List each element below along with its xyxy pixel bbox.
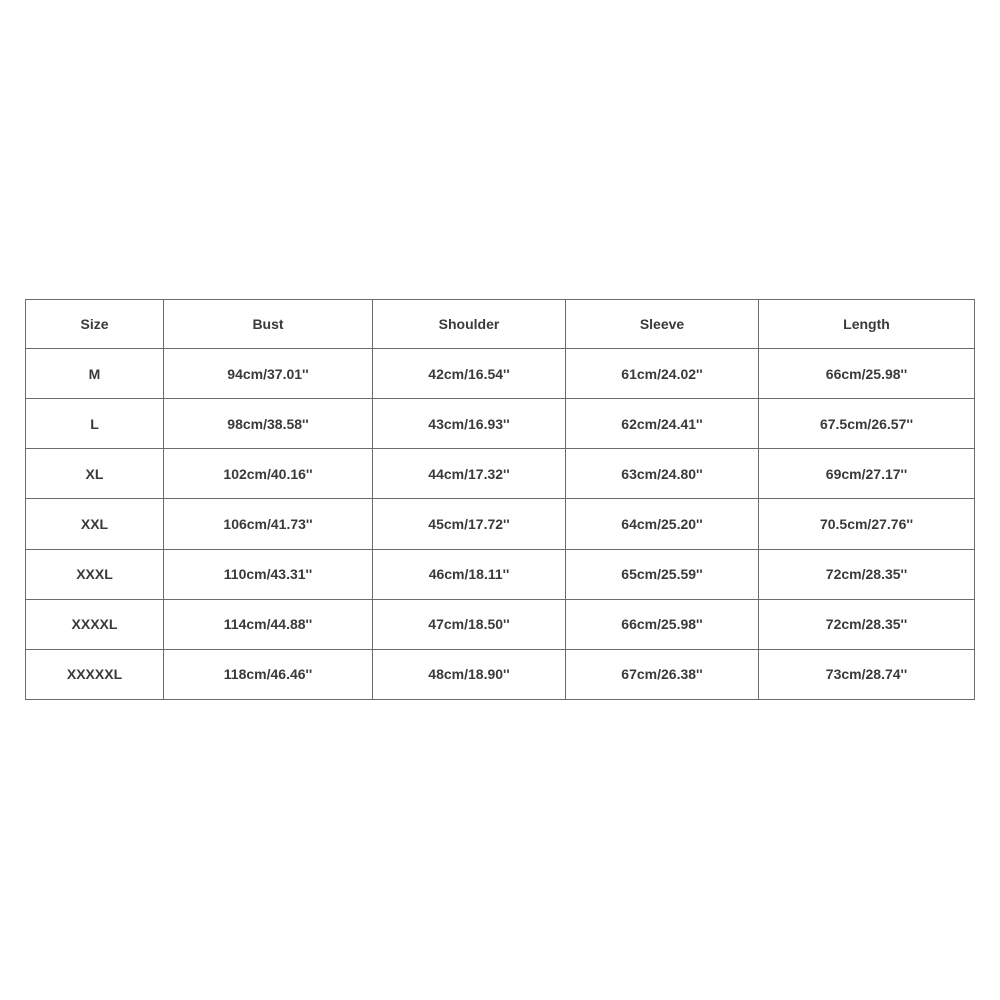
shoulder-cell: 44cm/17.32'' (373, 449, 566, 499)
length-cell: 72cm/28.35'' (759, 549, 975, 599)
bust-cell: 110cm/43.31'' (164, 549, 373, 599)
sleeve-cell: 61cm/24.02'' (566, 349, 759, 399)
shoulder-cell: 45cm/17.72'' (373, 499, 566, 549)
length-cell: 67.5cm/26.57'' (759, 399, 975, 449)
bust-cell: 114cm/44.88'' (164, 599, 373, 649)
header-shoulder: Shoulder (373, 300, 566, 349)
bust-cell: 102cm/40.16'' (164, 449, 373, 499)
shoulder-cell: 42cm/16.54'' (373, 349, 566, 399)
table-row (26, 349, 975, 399)
sleeve-cell: 63cm/24.80'' (566, 449, 759, 499)
header-size: Size (26, 300, 164, 349)
bust-cell: 98cm/38.58'' (164, 399, 373, 449)
length-cell: 69cm/27.17'' (759, 449, 975, 499)
table-row (26, 599, 975, 649)
size-cell: M (26, 349, 164, 399)
table-row (26, 499, 975, 549)
sleeve-cell: 66cm/25.98'' (566, 599, 759, 649)
header-length: Length (759, 300, 975, 349)
sleeve-cell: 67cm/26.38'' (566, 649, 759, 699)
length-cell: 72cm/28.35'' (759, 599, 975, 649)
size-chart-table (25, 299, 975, 700)
table-row (26, 649, 975, 699)
size-cell: XXXL (26, 549, 164, 599)
header-bust: Bust (164, 300, 373, 349)
sleeve-cell: 62cm/24.41'' (566, 399, 759, 449)
bust-cell: 106cm/41.73'' (164, 499, 373, 549)
size-cell: L (26, 399, 164, 449)
header-sleeve: Sleeve (566, 300, 759, 349)
shoulder-cell: 46cm/18.11'' (373, 549, 566, 599)
table-row (26, 549, 975, 599)
length-cell: 66cm/25.98'' (759, 349, 975, 399)
size-cell: XL (26, 449, 164, 499)
shoulder-cell: 43cm/16.93'' (373, 399, 566, 449)
table-row (26, 399, 975, 449)
size-cell: XXL (26, 499, 164, 549)
bust-cell: 94cm/37.01'' (164, 349, 373, 399)
bust-cell: 118cm/46.46'' (164, 649, 373, 699)
length-cell: 70.5cm/27.76'' (759, 499, 975, 549)
shoulder-cell: 47cm/18.50'' (373, 599, 566, 649)
sleeve-cell: 65cm/25.59'' (566, 549, 759, 599)
length-cell: 73cm/28.74'' (759, 649, 975, 699)
table-row (26, 449, 975, 499)
header-row (26, 300, 975, 349)
sleeve-cell: 64cm/25.20'' (566, 499, 759, 549)
size-cell: XXXXXL (26, 649, 164, 699)
size-cell: XXXXL (26, 599, 164, 649)
shoulder-cell: 48cm/18.90'' (373, 649, 566, 699)
